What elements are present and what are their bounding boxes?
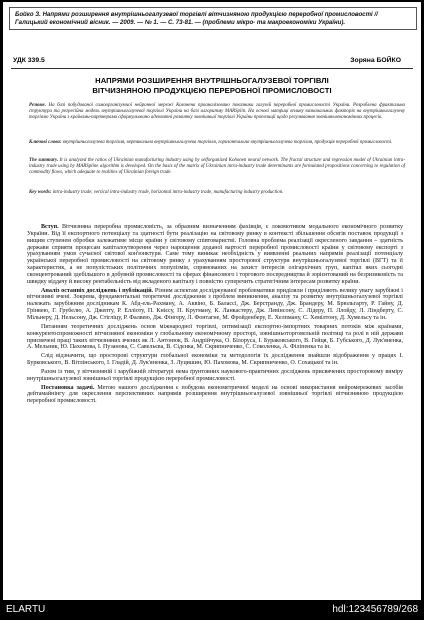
title-line-2: ВІТЧИЗНЯНОЮ ПРОДУКЦІЄЮ ПЕРЕРОБНОЇ ПРОМИСЛОВОСТІ <box>92 86 332 95</box>
resume-label: Резюме. <box>29 103 46 108</box>
journal-page <box>3 2 421 600</box>
citation-text: Бойко З. Напрями розширення внутрішньогалузевої торгівлі вітчизняною продукцією переробної промисловості // Галицький економічний вісник. — 2009. — № 1. — С. 73-81. — (проблеми мікро- та макроекономіки України). <box>15 11 378 26</box>
abstract-english <box>29 158 405 176</box>
section-label-problem: Постановка задачі. <box>41 384 95 391</box>
keywords-ukrainian <box>29 140 405 146</box>
author-name: Зоряна БОЙКО <box>350 57 401 64</box>
keywords-text: внутрішньогалузева торгівля, вертикальна внутрішньогалузева торгівля, горизонтальна внутрішньогалузева торгівля, продукція переробної промисловості. <box>62 140 393 145</box>
keywords-en-label: Key words: <box>29 190 52 195</box>
resume-text: На базі побудованої самоорганізуючої нейронної мережі Кохонена проаналізовано показники галузей переробної промисловості України. Розроблена фрактальна структура та регресійна модель внутрішньогалузевої торгівлі України на базі алгоритму MARSplin. На основі матриці впливу визначальних факторів на внутрішньогалузеву торгівлю України з країнами-партнерами сформульовано адекватні розвитку зовнішньої торгівлі України пропозиції щодо регулювання зовнішньоекономічних процесів. <box>29 103 405 121</box>
paragraph-spatial-structures: Слід відзначити, що просторові структури глобальної економіки та методологія їх дослідження знайшли відображення у працях І. Бурковського, В. Вітлінського, І. Гладій, Д. Лук'яненка, З. Луцишин, Ю. Пахомова, М. Скрипниченко, О. Сохацької та ін. <box>27 353 403 367</box>
paragraph-literature-review: Аналіз останніх досліджень і публікацій. Різним аспектам досліджуваної проблематики приділяли і приділяють велику увагу зарубіжні і вітчизняні вчені. Зокрема, фундаментальні теоретичні дослідження з проблем виникнення, аналізу та розвитку внутрішньогалузевої торгівлі належать зарубіжним дослідникам К. Абд-ель-Рахману, А. Аквіно, Б. Балассі, Дж. Берстранду, Дж. Брандеру, М. Брюльгарту, Р. Гайну, Д. Грінвею, Г. Грубелю, А. Джепту, Р. Елліоту, П. Кнієсу, П. Кругману, К. Ланкастеру, Дж. Левінсону, С. Лідеру, П. Ллойду, Л. Ліндберту, С. Мільнеру, Д. Нельсону, Дж. Стігліцу, Р. Фалвею, Дж. Фінгеру, Л. Фонтагне, М. Фройденберу, Е. Хелпману, С. Хемілтону, Д. Хумельсу та ін. <box>27 287 403 321</box>
title-line-1: НАПРЯМИ РОЗШИРЕННЯ ВНУТРІШНЬОГАЛУЗЕВОЇ ТОРГІВЛІ <box>95 76 329 85</box>
udk-code: УДК 339.5 <box>13 57 45 64</box>
repository-name: ELARTU <box>6 604 46 615</box>
header-divider <box>11 68 413 69</box>
keywords-label: Ключові слова: <box>29 140 62 145</box>
handle-id: hdl:123456789/268 <box>332 604 418 615</box>
paragraph-research-gap: Разом із тим, у вітчизняній і зарубіжній літературі нема ґрунтовних наукового-практичних досліджень присвячених просторовому виміру внутрішньогалузевої зовнішньої торгівлі продукцією переробної промисловості. <box>27 368 403 382</box>
summary-label: The summary. <box>29 158 59 163</box>
keywords-en-text: intra-industry trade, vertical intra-industry trade, horizontal intra-industry trade, manufacturing industry production. <box>52 190 284 195</box>
abstract-ukrainian <box>29 103 405 121</box>
article-body <box>27 224 403 405</box>
section-label-literature: Аналіз останніх досліджень і публікацій. <box>41 287 154 294</box>
summary-text: It is analyzed the ratios of Ukrainian manufacturing industry using by selforganized Kohonen neural network. The fractal structure and regression model of Ukrainian intra-industry trade using by MARSpline algorithm is developed. On the basis of the matrix of Ukrainian intra-industry trade determinants are formulated propositions concerning to regulation of commodity flows, which adequate to realities of Ukrainian foreign trade. <box>29 158 405 176</box>
viewer-footer <box>0 600 424 620</box>
section-label-introduction: Вступ. <box>41 224 59 230</box>
paragraph-problem-statement: Постановка задачі. Метою нашого дослідження є побудова економетричної моделі на основі використання нейромережевих засобів дейтамайнінгу для окреслення перспективних напрямів розширення внутрішньогалузевої зовнішньої торгівлі вітчизняною продукцією переробної промисловості. <box>27 384 403 405</box>
paragraph-domestic-research: Питанням теоретичних досліджень основ міжнародної торгівлі, оптимізації експортно-імпортних товарних потоків між країнами, конкурентоспроможності вітчизняної економіки у глобальному економічному просторі, зовнішньоторговельній політиці та ролі в ній держави присвячені праці таких вітчизняних вчених як Л. Антонюк, В. Андрійчука, О. Білоруса, І. Бураковського, В. Гейця, Б. Губського, Д. Лук'яненка, А. Мельник, Ю. Пахомова, І. Пузанова, С. Савельєва, В. Сідєнка, М. Скрипниченко, С. Соколенка, А. Філіпенка та ін. <box>27 323 403 351</box>
keywords-english <box>29 190 405 196</box>
article-title <box>13 76 411 96</box>
paragraph-introduction: Вступ. Вітчизняна переробна промисловість, за образним визначенням фахівців, є локомотивом модального економічного розвитку України. Від її експортного потенціалу та здатності бути реалізацію на світовому ринку в контексті збільшення обсягів поставок продукції з вищим ступенем обробки залежатиме місце країни у світовому співтоваристві. Головна проблема реалізації окресленого завдання – здатність держави сприяти процесам капіталоутворення через нарощення доданої вартості переробної промисловості країни у світовому експорті з урахуванням умов сучасної світової кон'юнктури. Саме тому виникає необхідність у виявленні реальних напрямів реалізації потенціалу української переробної промисловості на світовому ринку з урахуванням просторової структури внутрішньогалузевої торгівлі (ВГТ) та її характеристик, а не популістських політичних популізмів, спрямованих на захист інтересів олігархічних груп, капітал яких сьогодні сконцентрований здебільшого в добувній промисловості та сферах фінансового і торгового посередництва й зорієнтований на безризиковість та швидку віддачу й високу рентабельність від вкладеного капіталу і повністю суперечить стратегічним інтересам розвитку країни. <box>27 224 403 285</box>
citation-box <box>9 7 417 30</box>
